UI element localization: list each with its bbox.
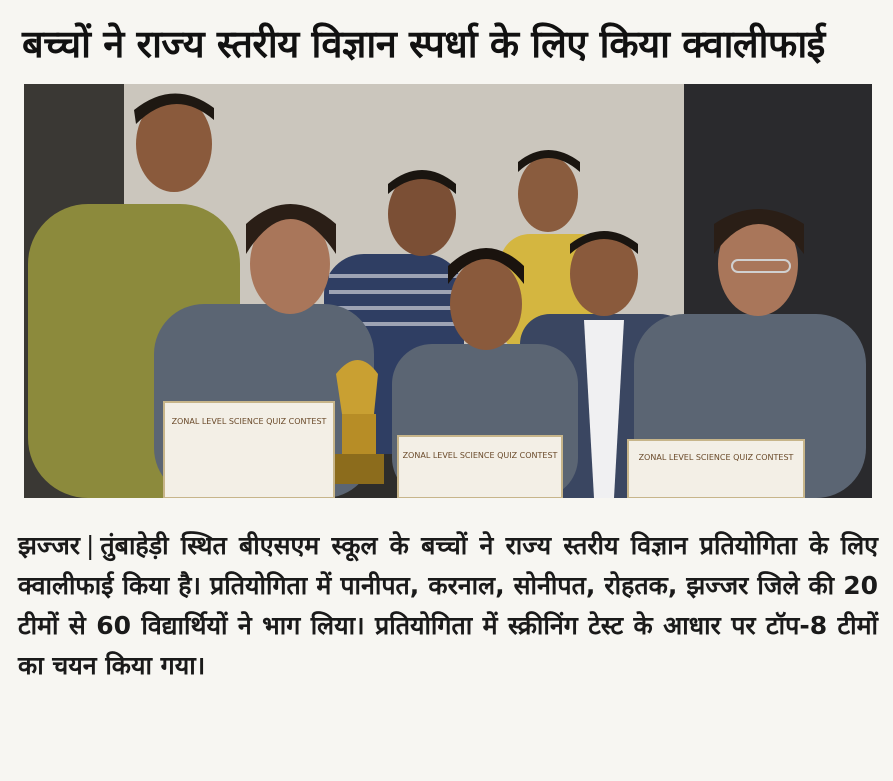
article-paragraph: तुंबाहेड़ी स्थित बीएसएम स्कूल के बच्चों ने राज्य स्तरीय विज्ञान प्रतियोगिता के लिए क्वालीफाई किया है। प्रतियोगिता में पानीपत, करनाल, सोनीपत, रोहतक, झज्जर जिले की 20 टीमों से 60 विद्यार्थियों ने भाग लिया। प्रतियोगिता में स्क्रीनिंग टेस्ट के आधार पर टॉप-8 टीमों का चयन किया गया। [18, 531, 878, 680]
certificate-left [164, 402, 334, 498]
article-photo [24, 84, 872, 498]
group-photo-illustration [24, 84, 872, 498]
certificate-heading-left: ZONAL LEVEL SCIENCE QUIZ CONTEST [171, 417, 327, 426]
article-body [18, 526, 878, 686]
dateline: झज्जर [18, 531, 80, 560]
certificate-center [398, 436, 562, 498]
certificate-heading-center: ZONAL LEVEL SCIENCE QUIZ CONTEST [402, 451, 558, 460]
certificate-right [628, 440, 804, 498]
dateline-separator: | [85, 531, 95, 560]
article-headline: बच्चों ने राज्य स्तरीय विज्ञान स्पर्धा के लिए किया क्वालीफाई [22, 22, 825, 66]
certificate-heading-right: ZONAL LEVEL SCIENCE QUIZ CONTEST [638, 453, 794, 462]
